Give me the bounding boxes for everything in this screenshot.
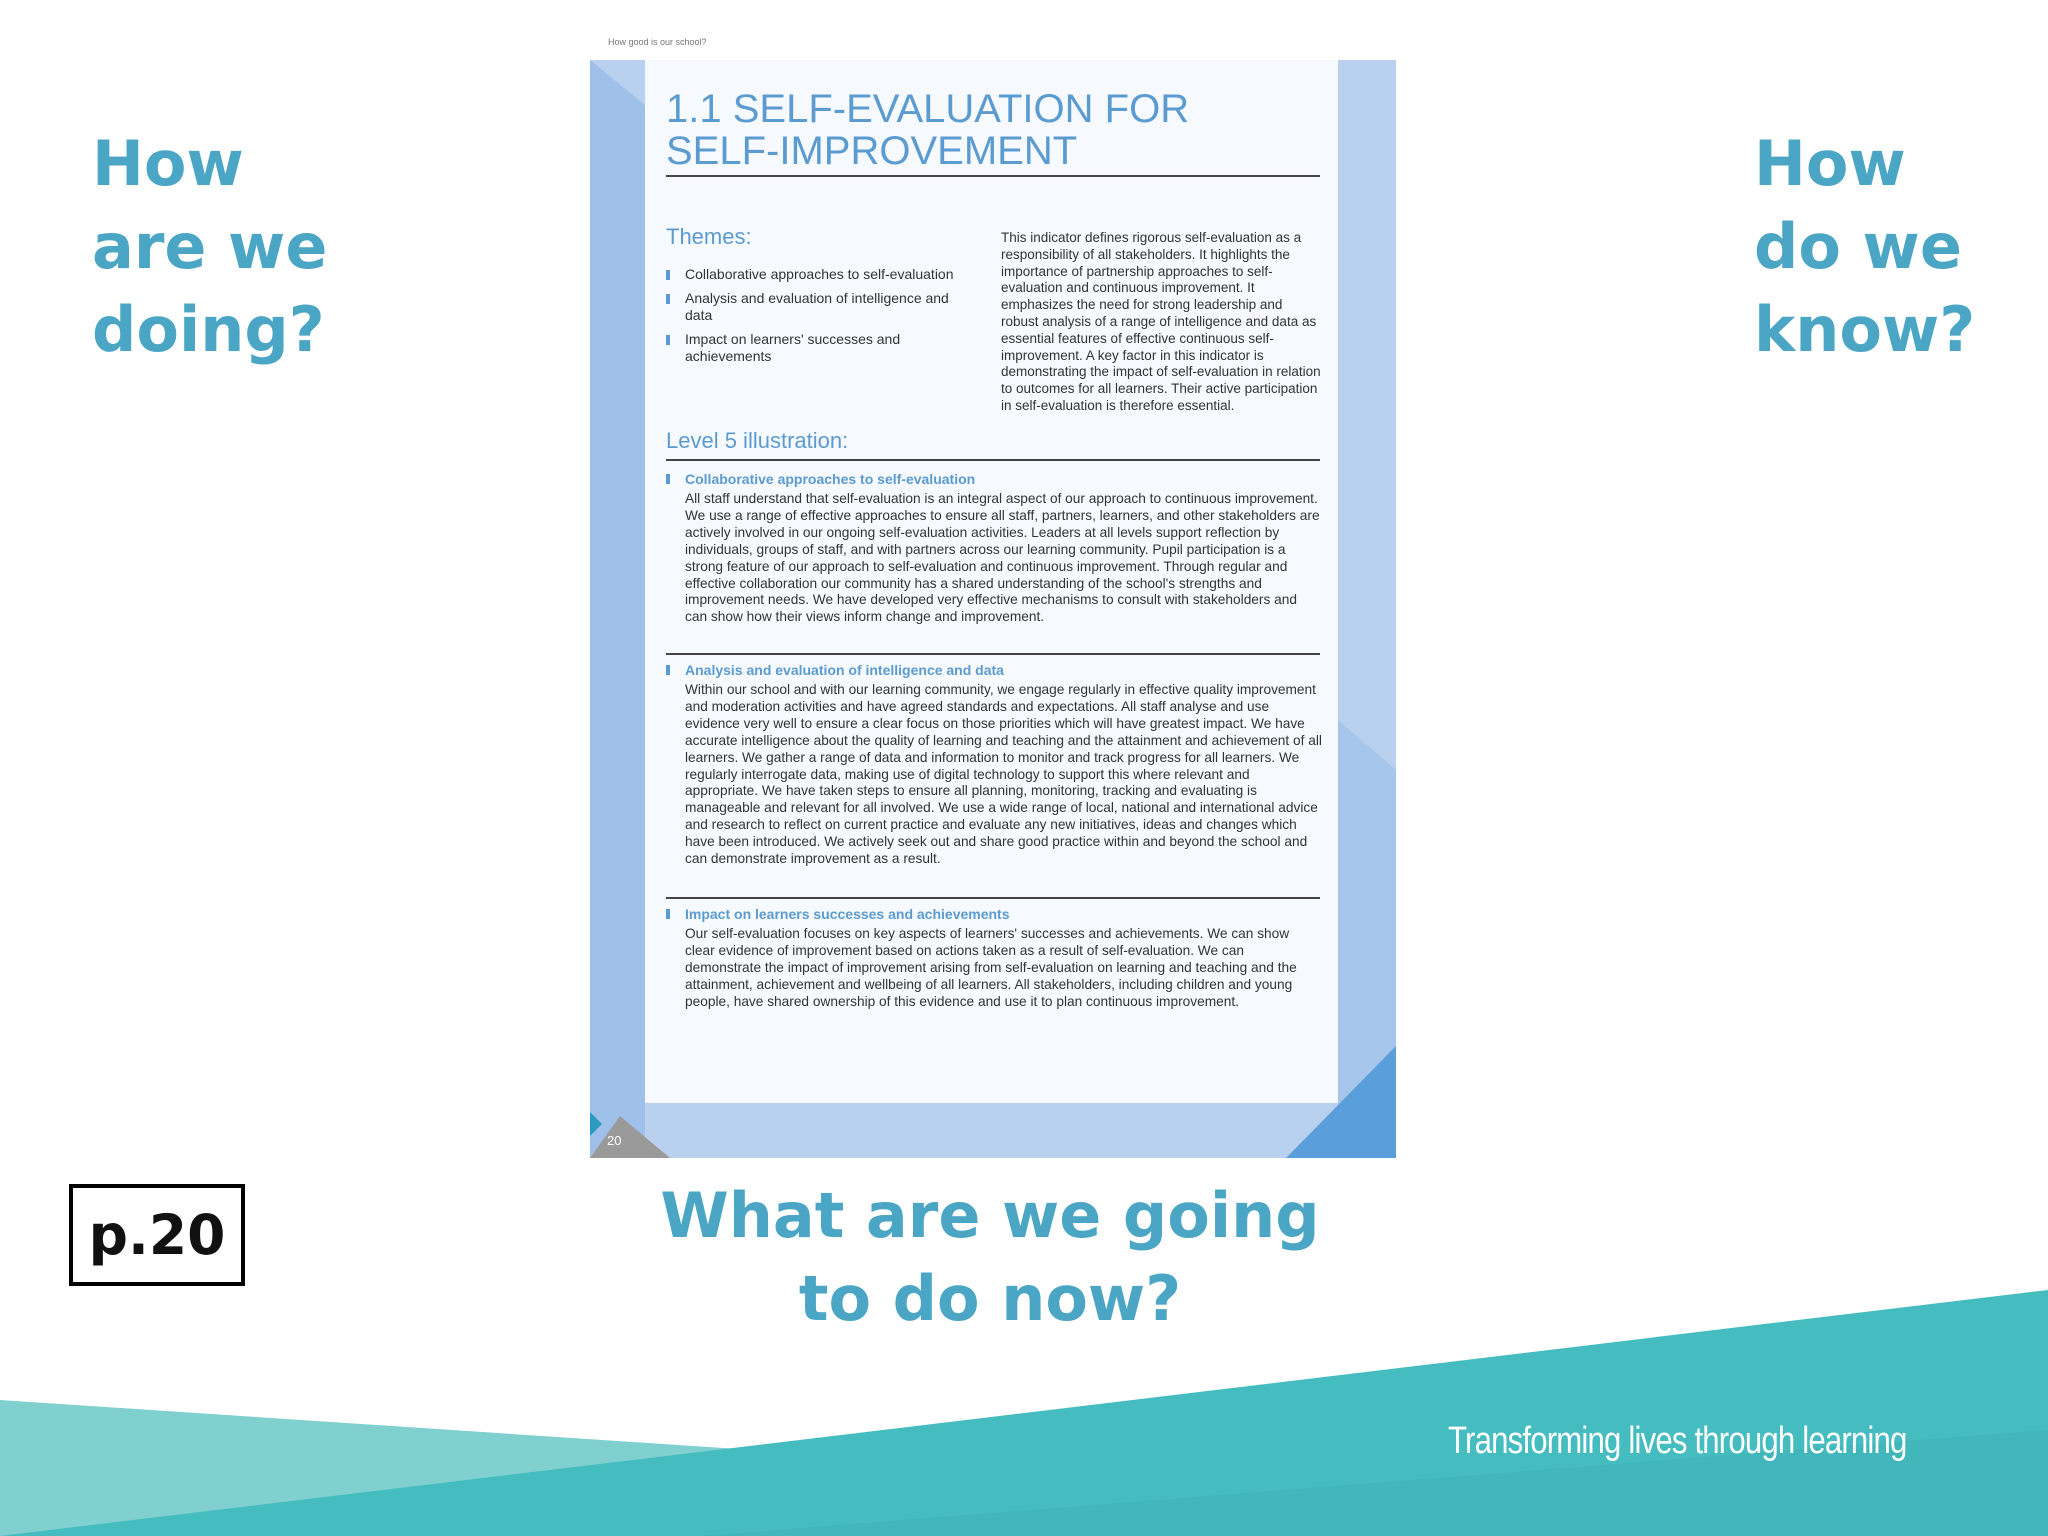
- section-impact-on-learners: [666, 905, 1322, 1011]
- section-collaborative-approaches: [666, 470, 1322, 626]
- question-line: know?: [1754, 293, 1976, 366]
- themes-heading: Themes:: [666, 224, 752, 249]
- indicator-intro-text: This indicator defines rigorous self-evaluation as a responsibility of all stakeholders. It highlights the importance of partnership approaches to self-evaluation and continuous improvement. It emphasizes the need for strong leadership and robust analysis of a range of intelligence and data as essential features of effective continuous self-improvement. A key factor in this indicator is demonstrating the impact of self-evaluation in relation to outcomes for all learners. Their active participation in self-evaluation is therefore essential.: [1001, 230, 1321, 413]
- footer-band: [0, 1290, 2048, 1536]
- section-divider: [666, 897, 1320, 899]
- question-how-do-we-know: [1754, 122, 2034, 371]
- list-item: Analysis and evaluation of intelligence and data: [666, 290, 976, 324]
- document-running-header: How good is our school?: [608, 37, 707, 47]
- question-line: How: [1754, 127, 1906, 200]
- section-divider: [666, 653, 1320, 655]
- document-corner-accent: [1286, 1046, 1396, 1158]
- section-body: All staff understand that self-evaluation is an integral aspect of our approach to continuous improvement. We use a range of effective approaches to ensure all staff, partners, learners, and other stakeholders are actively involved in our ongoing self-evaluation activities. Leaders at all levels support reflection by individuals, groups of staff, and with partners across our learning community. Pupil participation is a strong feature of our approach to self-evaluation and continuous improvement. Through regular and effective collaboration our community has a shared understanding of the school's strengths and improvement needs. We have developed very effective mechanisms to consult with stakeholders and can show how their views inform change and improvement.: [685, 491, 1320, 625]
- question-how-are-we-doing: [92, 122, 392, 371]
- section-body: Our self-evaluation focuses on key aspects of learners' successes and achievements. We can show clear evidence of improvement based on actions taken as a result of self-evaluation. We can demonstrate the impact of improvement arising from self-evaluation on learning and teaching and the attainment, achievement and wellbeing of all learners. All stakeholders, including children and young people, have shared ownership of this evidence and use it to plan continuous improvement.: [685, 926, 1297, 1009]
- list-item: Collaborative approaches to self-evaluation: [666, 266, 976, 283]
- section-analysis-evaluation: [666, 661, 1322, 868]
- section-heading: Impact on learners successes and achievements: [666, 905, 1322, 923]
- title-divider: [666, 175, 1320, 177]
- section-heading: Analysis and evaluation of intelligence and data: [666, 661, 1322, 679]
- question-line: What are we going: [660, 1179, 1320, 1252]
- footer-tagline: Transforming lives through learning: [1448, 1420, 1907, 1462]
- document-title: [666, 88, 1326, 172]
- document-page-number: 20: [607, 1133, 622, 1148]
- section-divider: [666, 459, 1320, 461]
- document-title-line: SELF-IMPROVEMENT: [666, 129, 1078, 173]
- question-line: to do now?: [798, 1262, 1182, 1335]
- section-body: Within our school and with our learning community, we engage regularly in effective quality improvement and moderation activities and have agreed standards and expectations. All staff analyse and use evidence very well to ensure a clear focus on those priorities which will have greatest impact. We have accurate intelligence about the quality of learning and teaching and the attainment and achievement of all learners. We gather a range of data and information to monitor and track progress for all learners. We regularly interrogate data, making use of digital technology to support this where relevant and appropriate. We have taken steps to ensure all planning, monitoring, tracking and evaluating is manageable and relevant for all involved. We use a wide range of local, national and international advice and research to reflect on current practice and evaluate any new initiatives, ideas and changes which have been introduced. We actively seek out and share good practice within and beyond the school and can demonstrate improvement as a result.: [685, 682, 1322, 867]
- section-heading: Collaborative approaches to self-evaluation: [666, 470, 1322, 488]
- level-5-heading: Level 5 illustration:: [666, 428, 849, 453]
- document-title-line: 1.1 SELF-EVALUATION FOR: [666, 87, 1190, 131]
- question-line: How: [92, 127, 244, 200]
- question-line: doing?: [92, 293, 325, 366]
- document-page-tab: [590, 1112, 670, 1158]
- question-line: do we: [1754, 210, 1962, 283]
- question-line: are we: [92, 210, 328, 283]
- themes-list: [666, 266, 976, 372]
- list-item: Impact on learners' successes and achievements: [666, 331, 976, 365]
- page-reference-box: p.20: [69, 1184, 245, 1286]
